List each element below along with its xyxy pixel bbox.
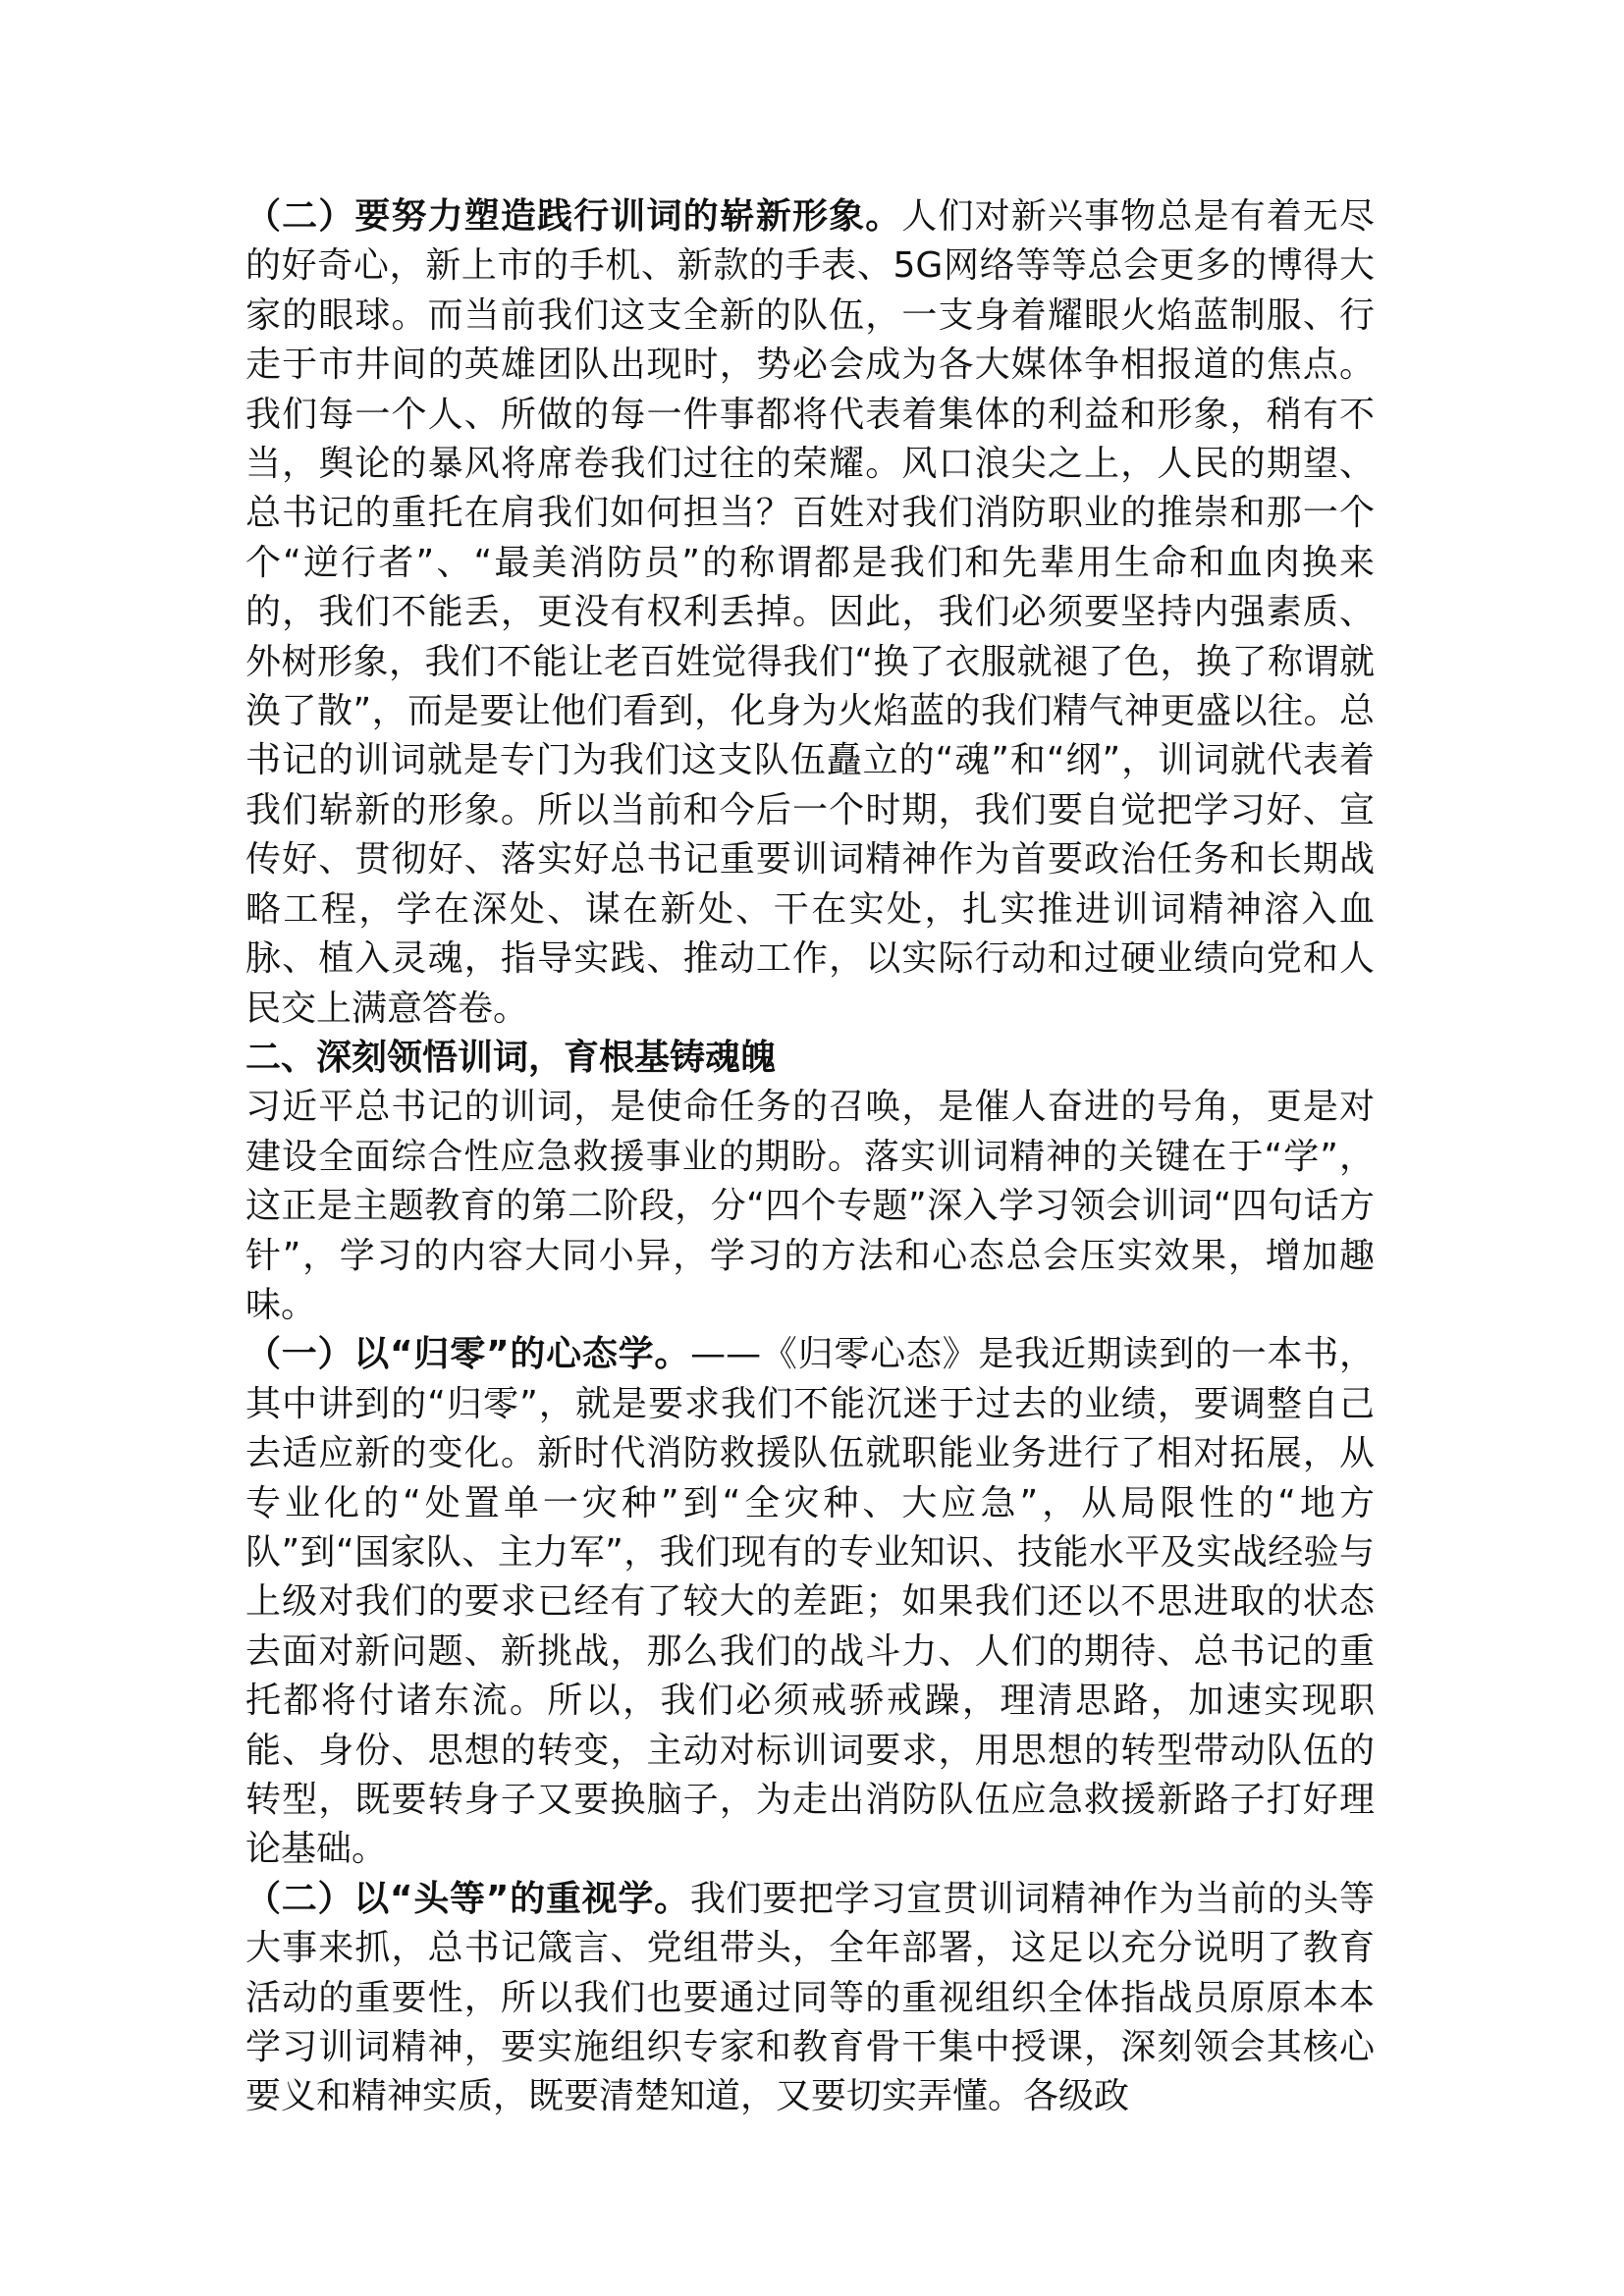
document-body — [245, 192, 1375, 2122]
paragraph-intro: 习近平总书记的训词，是使命任务的召唤，是催人奋进的号角，更是对建设全面综合性应急救援事业的期盼。落实训词精神的关键在于“学”，这正是主题教育的第二阶段，分“四个专题”深入学习领会训词“四句话方针”，学习的内容大同小异，学习的方法和心态总会压实效果，增加趣味。 — [245, 1087, 1375, 1325]
paragraph-shape-new-image — [245, 192, 1375, 1034]
paragraph-text: 人们对新兴事物总是有着无尽的好奇心，新上市的手机、新款的手表、5G网络等等总会更多的博得大家的眼球。而当前我们这支全新的队伍，一支身着耀眼火焰蓝制服、行走于市井间的英雄团队出现时，势必会成为各大媒体争相报道的焦点。我们每一个人、所做的每一件事都将代表着集体的利益和形象，稍有不当，舆论的暴风将席卷我们过往的荣耀。风口浪尖之上，人民的期望、总书记的重托在肩我们如何担当？百姓对我们消防职业的推崇和那一个个“逆行者”、“最美消防员”的称谓都是我们和先辈用生命和血肉换来的，我们不能丢，更没有权利丢掉。因此，我们必须要坚持内强素质、外树形象，我们不能让老百姓觉得我们“换了衣服就褪了色，换了称谓就涣了散”，而是要让他们看到，化身为火焰蓝的我们精气神更盛以往。总书记的训词就是专门为我们这支队伍矗立的“魂”和“纲”，训词就代表着我们崭新的形象。所以当前和今后一个时期，我们要自觉把学习好、宣传好、贯彻好、落实好总书记重要训词精神作为首要政治任务和长期战略工程，学在深处、谋在新处、干在实处，扎实推进训词精神溶入血脉、植入灵魂，指导实践、推动工作，以实际行动和过硬业绩向党和人民交上满意答卷。 — [245, 196, 1375, 1029]
paragraph-point-one — [245, 1330, 1375, 1874]
paragraph-text: ——《归零心态》是我近期读到的一本书，其中讲到的“归零”，就是要求我们不能沉迷于过去的业绩，要调整自己去适应新的变化。新时代消防救援队伍就职能业务进行了相对拓展，从专业化的“处置单一灾种”到“全灾种、大应急”，从局限性的“地方队”到“国家队、主力军”，我们现有的专业知识、技能水平及实战经验与上级对我们的要求已经有了较大的差距；如果我们还以不思进取的状态去面对新问题、新挑战，那么我们的战斗力、人们的期待、总书记的重托都将付诸东流。所以，我们必须戒骄戒躁，理清思路，加速实现职能、身份、思想的转变，主动对标训词要求，用思想的转型带动队伍的转型，既要转身子又要换脑子，为走出消防队伍应急救援新路子打好理论基础。 — [245, 1334, 1375, 1870]
paragraph-lead: （一）以“归零”的心态学。 — [245, 1334, 691, 1375]
paragraph-point-two — [245, 1875, 1375, 2122]
paragraph-text: 我们要把学习宣贯训词精神作为当前的头等大事来抓，总书记箴言、党组带头，全年部署，这足以充分说明了教育活动的重要性，所以我们也要通过同等的重视组织全体指战员原原本本学习训词精神，要实施组织专家和教育骨干集中授课，深刻领会其核心要义和精神实质，既要清楚知道，又要切实弄懂。各级政 — [245, 1878, 1375, 2117]
section-heading: 二、深刻领悟训词，育根基铸魂魄 — [245, 1037, 777, 1078]
paragraph-lead: （二）要努力塑造践行训词的崭新形象。 — [245, 196, 902, 237]
paragraph-lead: （二）以“头等”的重视学。 — [245, 1878, 690, 1919]
